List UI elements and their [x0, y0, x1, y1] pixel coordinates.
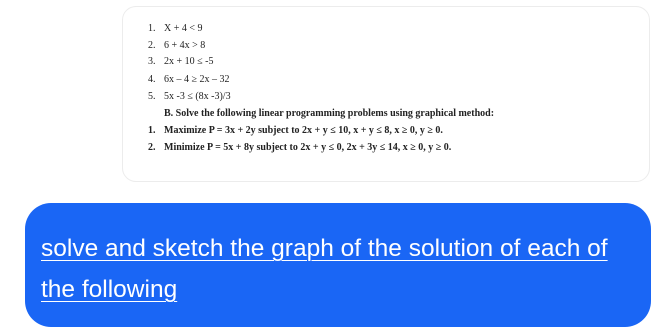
message-bubble[interactable] [25, 203, 651, 327]
message-text: solve and sketch the graph of the solution of each of the following [41, 235, 608, 303]
inequality-item-5: 5. 5x -3 ≤ (8x -3)/3 [148, 91, 231, 102]
section-b-heading: B. Solve the following linear programming problems using graphical method: [164, 108, 495, 119]
lp-problem-1: 1. Maximize P = 3x + 2y subject to 2x + y ≤ 10, x + y ≤ 8, x ≥ 0, y ≥ 0. [148, 125, 443, 136]
inequality-item-4: 4. 6x – 4 ≥ 2x – 32 [148, 74, 230, 85]
lp-problem-2: 2. Minimize P = 5x + 8y subject to 2x + y ≤ 0, 2x + 3y ≤ 14, x ≥ 0, y ≥ 0. [148, 142, 452, 153]
attached-image-card[interactable] [122, 6, 650, 182]
inequality-item-3: 3. 2x + 10 ≤ -5 [148, 56, 214, 67]
inequality-item-2: 2. 6 + 4x > 8 [148, 40, 206, 51]
inequality-item-1: 1. X + 4 < 9 [148, 23, 203, 34]
